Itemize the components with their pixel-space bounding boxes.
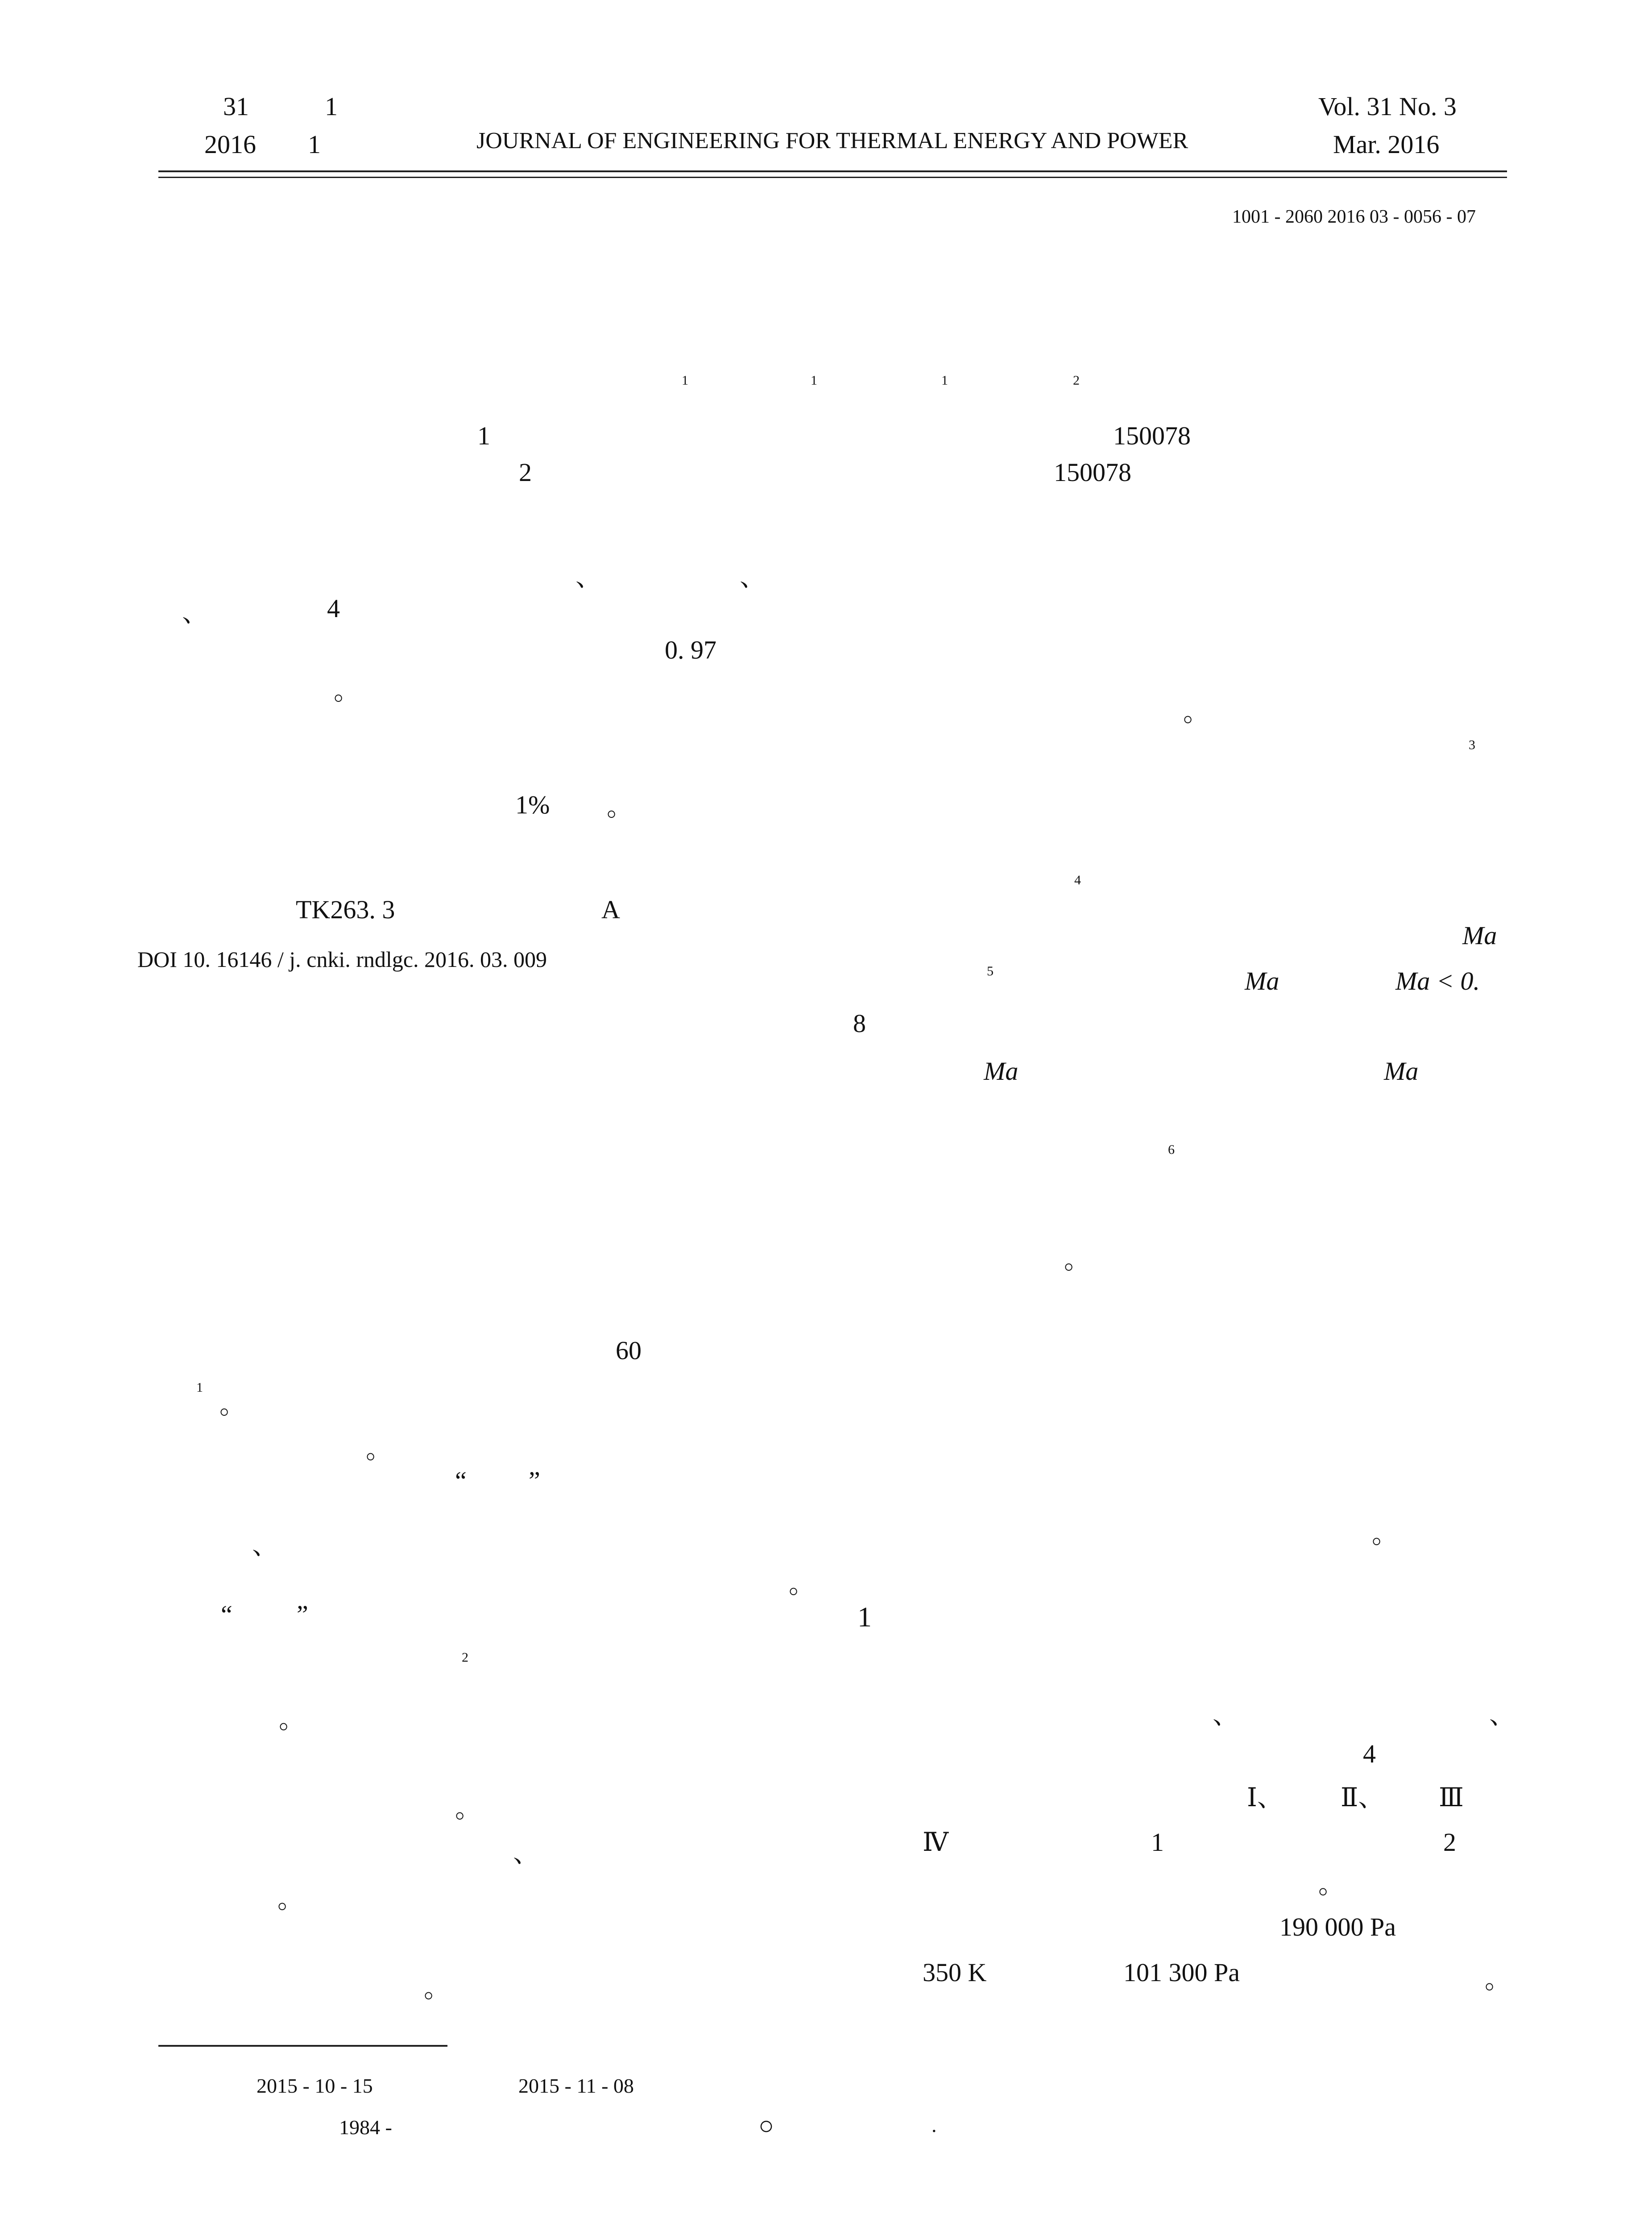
right-ma-less-than: Ma < 0. [1395,966,1480,995]
left-number-60: 60 [616,1336,642,1365]
right-period-3: 。 [1372,1520,1398,1549]
doi: DOI 10. 16146 / j. cnki. rndlgc. 2016. 03. 009 [137,947,547,972]
header-issue-cn: 1 [325,92,338,121]
right-ma-4: Ma [1384,1057,1419,1086]
author-2-sup: 1 [811,373,817,388]
right-comma-1: 、 [1213,1700,1239,1729]
left-comma-2: 、 [513,1839,539,1868]
section-1-heading: 1 [857,1601,872,1633]
author-1-sup: 1 [682,373,688,388]
left-period-7: 。 [424,1974,450,2003]
left-period-4: 。 [279,1705,305,1734]
right-roman-4: Ⅳ [923,1828,948,1857]
right-number-8: 8 [853,1009,866,1038]
right-period-2: 。 [1064,1245,1090,1274]
left-period-5: 。 [455,1794,481,1823]
abstract-percent: 1% [515,790,550,819]
abstract-comma-c: 、 [182,598,208,627]
abstract-comma-b: 、 [740,563,766,592]
left-quote-1-open: “ [455,1466,467,1495]
abstract-period-b: 。 [607,792,633,821]
right-four: 4 [1363,1739,1376,1768]
header-year-cn: 2016 [204,130,256,159]
left-period-3: 。 [789,1570,815,1599]
right-ma-2: Ma [1245,966,1279,995]
right-ref-6: 6 [1168,1142,1175,1157]
right-ma-1: Ma [1462,921,1497,950]
author-4-sup: 2 [1073,373,1080,388]
journal-title: JOURNAL OF ENGINEERING FOR THERMAL ENERGY AND POWER [476,128,1188,153]
right-figure-2: 2 [1443,1828,1456,1857]
document-code: A [601,895,620,924]
article-code: 1001 - 2060 2016 03 - 0056 - 07 [1232,207,1476,227]
right-pressure-1: 190 000 Pa [1279,1912,1396,1941]
right-period-5: 。 [1485,1965,1511,1994]
right-roman-3: Ⅲ [1439,1783,1464,1812]
clc-number: TK263. 3 [296,895,395,924]
affiliation-1-number: 1 [477,421,490,450]
affiliation-2-postcode: 150078 [1054,458,1131,487]
right-pressure-2: 101 300 Pa [1123,1958,1240,1987]
header-rule-bottom [158,177,1507,178]
header-month-cn: 1 [308,130,321,159]
right-ref-5: 5 [987,964,994,979]
header-date-en: Mar. 2016 [1333,130,1440,159]
right-ma-3: Ma [984,1057,1019,1086]
left-period-1: 。 [219,1390,246,1419]
abstract-period-a: 。 [334,676,360,705]
right-period-1: 。 [1183,698,1209,727]
footnote-circle: ○ [758,2111,774,2140]
left-quote-2-close: ” [297,1600,308,1629]
affiliation-2-number: 2 [519,458,532,487]
affiliation-1-postcode: 150078 [1113,421,1191,450]
header-rule-top [158,170,1507,172]
right-figure-1: 1 [1151,1828,1164,1857]
received-date: 2015 - 10 - 15 [257,2074,373,2097]
right-roman-1: Ⅰ、 [1247,1783,1283,1812]
right-period-4: 。 [1318,1870,1345,1899]
author-birth-year: 1984 - [339,2116,392,2139]
header-volume-cn: 31 [223,92,249,121]
abstract-comma-a: 、 [576,563,602,592]
left-comma-1: 、 [252,1531,278,1560]
header-volume-en: Vol. 31 No. 3 [1318,92,1457,121]
footnote-rule [158,2045,447,2047]
abstract-value: 0. 97 [665,635,716,664]
abstract-four: 4 [327,594,340,623]
left-quote-2-open: “ [221,1600,232,1629]
right-roman-2: Ⅱ、 [1341,1783,1384,1812]
revised-date: 2015 - 11 - 08 [518,2074,634,2097]
right-ref-3: 3 [1469,738,1475,752]
right-comma-2: 、 [1489,1700,1515,1729]
left-period-6: 。 [277,1885,304,1914]
right-temperature: 350 K [923,1958,987,1987]
footnote-dot: . [932,2114,937,2136]
left-quote-1-close: ” [529,1466,540,1495]
right-ref-4: 4 [1074,873,1081,887]
left-ref-1: 1 [196,1380,203,1395]
author-3-sup: 1 [941,373,948,388]
left-ref-2: 2 [462,1650,468,1665]
left-period-2: 。 [366,1435,392,1464]
